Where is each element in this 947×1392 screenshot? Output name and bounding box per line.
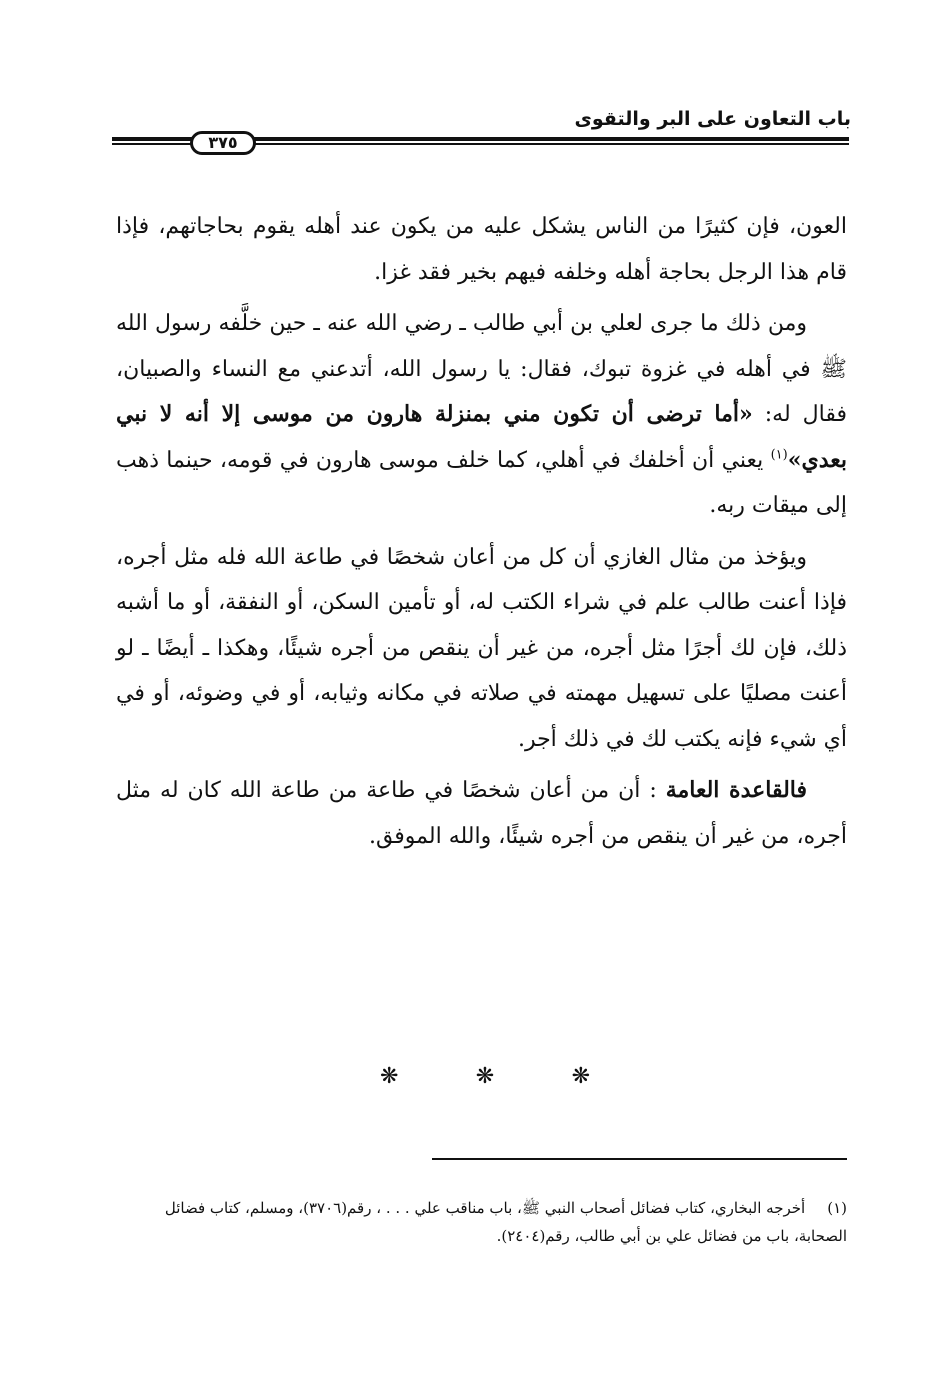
running-title: باب التعاون على البر والتقوى — [574, 108, 851, 130]
paragraph-2 — [116, 301, 847, 529]
paragraph-2-text-b: يعني أن أخلفك في أهلي، كما خلف موسى هارون في قومه، حينما ذهب إلى ميقات ربه. — [116, 447, 847, 518]
general-rule-heading: فالقاعدة العامة — [665, 777, 807, 803]
separator-star-icon: ❋ — [380, 1064, 399, 1089]
footnote-rule — [432, 1158, 847, 1160]
paragraph-1-text: العون، فإن كثيرًا من الناس يشكل عليه من يكون عند أهله يقوم بحاجاتهم، فإذا قام هذا الرجل بحاجة أهله وخلفه فيهم بخير فقد غزا. — [116, 214, 847, 285]
paragraph-1 — [116, 204, 847, 295]
main-text — [116, 204, 847, 865]
paragraph-2-text-a: ومن ذلك ما جرى لعلي بن أبي طالب ـ رضي الله عنه ـ حين خلَّفه رسول الله ﷺ في أهله في غزوة تبوك، فقال: يا رسول الله، أتدعني مع النساء والصبيان، فقال له: — [116, 311, 848, 427]
separator-star-icon: ❋ — [571, 1064, 590, 1089]
footnotes — [116, 1194, 847, 1250]
hadith-quote: «أما ترضى أن تكون مني بمنزلة هارون من موسى إلا أنه لا نبي بعدي» — [116, 401, 847, 473]
section-separator — [380, 1064, 590, 1094]
footnote-1 — [116, 1194, 847, 1250]
footnote-number: (١) — [827, 1199, 847, 1217]
paragraph-4-text: : أن من أعان شخصًا في طاعة من طاعة الله كان له مثل أجره، من غير أن ينقص من أجره شيئًا، والله الموفق. — [116, 778, 847, 849]
paragraph-3-text: ويؤخذ من مثال الغازي أن كل من أعان شخصًا في طاعة الله فله مثل أجره، فإذا أعنت طالب علم في شراء الكتب له، أو تأمين السكن، أو النفقة، أو ما أشبه ذلك، فإن لك أجرًا مثل أجره، من غير أن ينقص من أجره شيئًا، وهكذا ـ أيضًا ـ لو أعنت مصليًا على تسهيل مهمته في صلاته في مكانه وثيابه، أو في وضوئه، أو في أي شيء فإنه يكتب لك في ذلك أجر. — [116, 544, 847, 752]
paragraph-4 — [116, 768, 847, 859]
paragraph-3 — [116, 535, 847, 763]
page-number: ٣٧٥ — [190, 131, 256, 155]
footnote-reference[interactable]: (١) — [770, 447, 788, 463]
footnote-text: أخرجه البخاري، كتاب فضائل أصحاب النبي ﷺ، باب مناقب علي . . . ، رقم(٣٧٠٦)، ومسلم، كتاب فضائل الصحابة، باب من فضائل علي بن أبي طالب، رقم(٢٤٠٤). — [164, 1199, 847, 1245]
separator-star-icon: ❋ — [475, 1064, 495, 1089]
